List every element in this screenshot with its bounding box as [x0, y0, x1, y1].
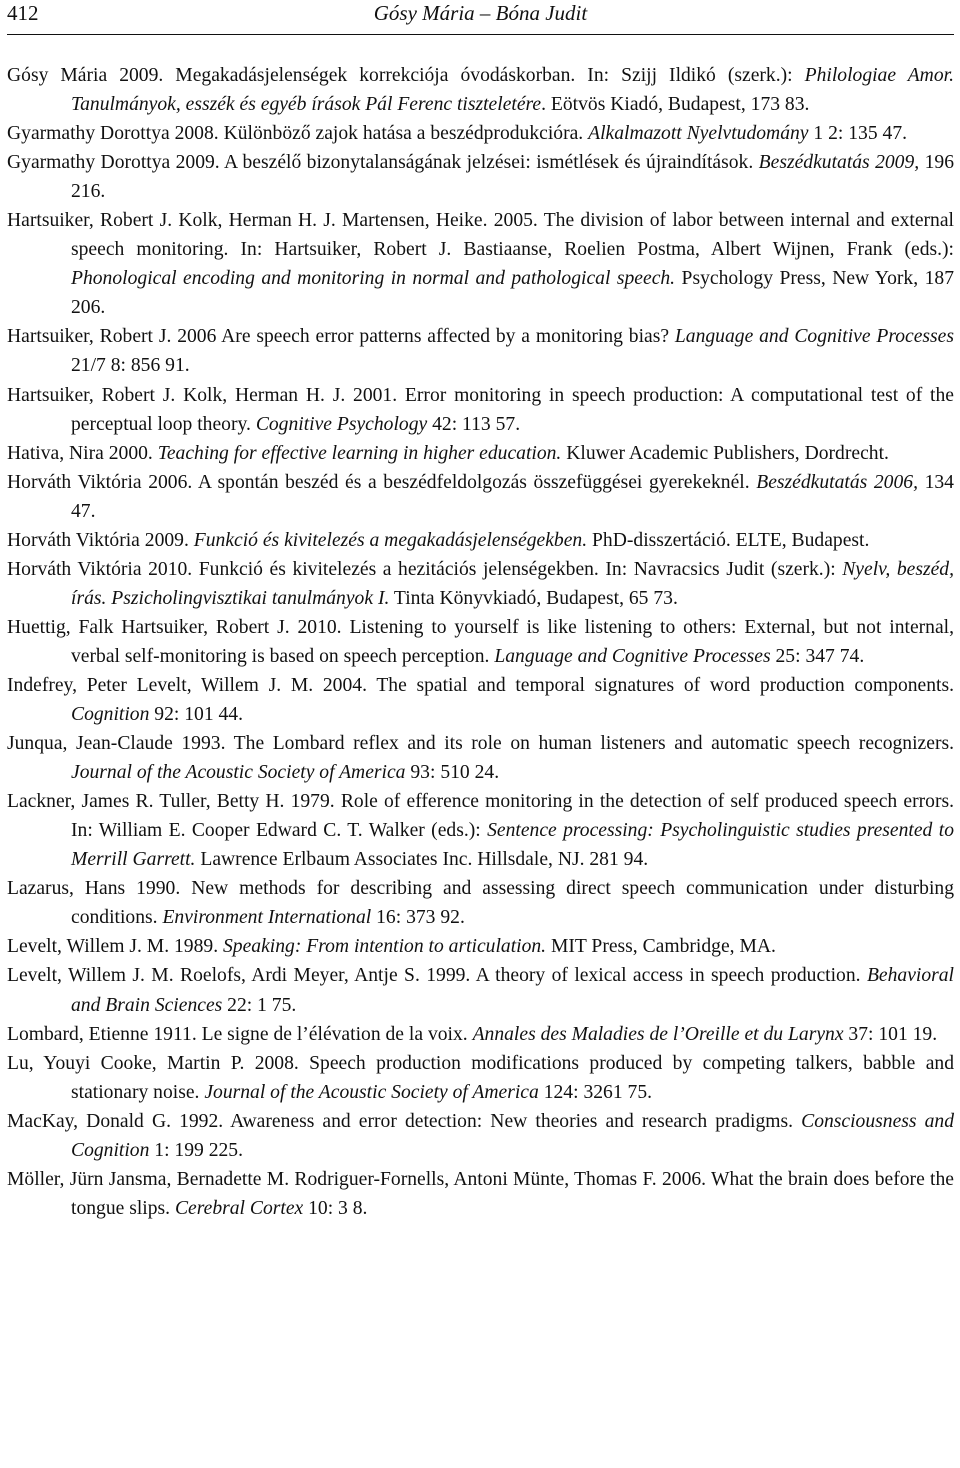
- reference-text-run: 16: 373 92.: [371, 907, 465, 929]
- reference-text-run: Kluwer Academic Publishers, Dordrecht.: [561, 442, 889, 464]
- reference-entry: [7, 526, 954, 555]
- reference-entry: [7, 1165, 954, 1223]
- reference-text-run: 10: 3 8.: [303, 1197, 368, 1219]
- reference-text-run: 196 216.: [71, 152, 954, 203]
- reference-italic-run: Environment International: [162, 907, 372, 929]
- reference-text-run: Horváth Viktória 2009.: [7, 529, 194, 551]
- reference-entry: [7, 787, 954, 874]
- reference-text-run: Huettig, Falk Hartsuiker, Robert J. 2010. Listening to yourself is like listening to others: External, but not internal, verbal self-monitoring is based on speech perception.: [7, 616, 954, 667]
- reference-entry: [7, 1107, 954, 1165]
- reference-italic-run: Annales des Maladies de l’Oreille et du Larynx: [472, 1023, 844, 1045]
- reference-italic-run: Funkció és kivitelezés a megakadásjelenségekben.: [193, 529, 588, 551]
- reference-italic-run: Philologiae Amor.: [804, 65, 954, 86]
- reference-text-run: Hativa, Nira 2000.: [7, 442, 158, 464]
- reference-entry: [7, 468, 954, 526]
- reference-entry: [7, 874, 954, 932]
- reference-italic-run: Journal of the Acoustic Society of America: [204, 1081, 539, 1103]
- reference-text-run: MIT Press, Cambridge, MA.: [546, 936, 776, 958]
- reference-entry: [7, 206, 954, 322]
- reference-text-run: 25: 347 74.: [770, 645, 865, 667]
- reference-text-run: 93: 510 24.: [405, 762, 500, 784]
- reference-entry: [7, 961, 954, 1019]
- reference-text-run: MacKay, Donald G. 1992. Awareness and error detection: New theories and research pradigms.: [7, 1110, 802, 1132]
- reference-text-run: Gyarmathy Dorottya 2008. Különböző zajok hatása a beszédprodukcióra.: [7, 123, 589, 145]
- reference-text-run: Lawrence Erlbaum Associates Inc. Hillsdale, NJ. 281 94.: [195, 849, 649, 871]
- reference-italic-run: Nyelv, beszéd, írás. Pszicholingvisztikai tanulmányok I.: [71, 558, 954, 609]
- reference-entry: [7, 439, 954, 468]
- reference-entry: [7, 671, 954, 729]
- reference-entry: [7, 119, 954, 148]
- reference-text-run: Hartsuiker, Robert J. Kolk, Herman H. J. 2001. Error monitoring in speech production: A computational test of the perceptual loop theory.: [7, 384, 954, 435]
- reference-entry: [7, 613, 954, 671]
- reference-text-run: Tinta Könyvkiadó, Budapest, 65 73.: [389, 587, 678, 609]
- reference-text-run: Levelt, Willem J. M. Roelofs, Ardi Meyer, Antje S. 1999. A theory of lexical access in speech production.: [7, 965, 867, 987]
- reference-italic-run: Cognition: [71, 704, 150, 726]
- reference-list: [7, 61, 954, 1223]
- reference-italic-run: Beszédkutatás 2009,: [758, 152, 920, 174]
- reference-text-run: 92: 101 44.: [149, 704, 244, 726]
- reference-entry: [7, 729, 954, 787]
- reference-italic-run: Cerebral Cortex: [174, 1197, 304, 1219]
- reference-italic-run: Tanulmányok, esszék és egyéb írások Pál Ferenc tiszteletére: [71, 94, 542, 116]
- reference-text-run: Hartsuiker, Robert J. 2006 Are speech error patterns affected by a monitoring bias?: [7, 326, 675, 348]
- reference-text-run: Lombard, Etienne 1911. Le signe de l’élévation de la voix.: [7, 1023, 473, 1045]
- reference-text-run: 37: 101 19.: [843, 1023, 938, 1045]
- page-header: [7, 0, 954, 35]
- reference-text-run: Horváth Viktória 2006. A spontán beszéd és a beszédfeldolgozás összefüggései gyerekeknél.: [7, 471, 757, 493]
- reference-text-run: Horváth Viktória 2010. Funkció és kivitelezés a hezitációs jelenségekben. In: Navracsics Judit (szerk.):: [7, 558, 843, 580]
- reference-entry: [7, 148, 954, 206]
- reference-italic-run: Teaching for effective learning in higher education.: [157, 442, 562, 464]
- reference-text-run: Lu, Youyi Cooke, Martin P. 2008. Speech production modifications produced by competing talkers, babble and stationary noise.: [7, 1052, 954, 1103]
- reference-entry: [7, 322, 954, 380]
- reference-entry: [7, 1049, 954, 1107]
- reference-text-run: 42: 113 57.: [427, 413, 521, 435]
- reference-text-run: 21/7 8: 856 91.: [71, 355, 190, 377]
- reference-text-run: Gósy Mária 2009. Megakadásjelenségek korrekciója óvodáskorban. In: Szijj Ildikó (szerk.):: [7, 65, 805, 86]
- running-title: Gósy Mária – Bóna Judit: [373, 1, 588, 25]
- reference-text-run: Möller, Jürn Jansma, Bernadette M. Rodriguer-Fornells, Antoni Münte, Thomas F. 2006. What the brain does before the tongue slips.: [7, 1168, 954, 1219]
- reference-italic-run: Journal of the Acoustic Society of America: [71, 762, 406, 784]
- reference-italic-run: Beszédkutatás 2006,: [756, 471, 918, 493]
- reference-entry: [7, 555, 954, 613]
- reference-italic-run: Behavioral and Brain Sciences: [71, 965, 954, 1016]
- reference-italic-run: Phonological encoding and monitoring in normal and pathological speech.: [71, 268, 676, 290]
- reference-italic-run: Speaking: From intention to articulation.: [223, 936, 547, 958]
- page-number: 412: [7, 1, 39, 25]
- reference-text-run: Gyarmathy Dorottya 2009. A beszélő bizonytalanságának jelzései: ismétlések és újraindítások.: [7, 152, 759, 174]
- reference-italic-run: Consciousness and Cognition: [71, 1110, 954, 1161]
- reference-text-run: Hartsuiker, Robert J. Kolk, Herman H. J. Martensen, Heike. 2005. The division of labor between internal and external speech monitoring. In: Hartsuiker, Robert J. Bastiaanse, Roelien Postma, Albert Wijnen, Frank (eds.):: [7, 210, 954, 261]
- reference-text-run: 22: 1 75.: [222, 994, 297, 1016]
- reference-text-run: Levelt, Willem J. M. 1989.: [7, 936, 223, 958]
- reference-text-run: Indefrey, Peter Levelt, Willem J. M. 2004. The spatial and temporal signatures of word production components.: [7, 674, 954, 696]
- reference-text-run: PhD-disszertáció. ELTE, Budapest.: [587, 529, 870, 551]
- reference-entry: [7, 381, 954, 439]
- reference-text-run: Junqua, Jean-Claude 1993. The Lombard reflex and its role on human listeners and automatic speech recognizers.: [7, 733, 954, 755]
- reference-italic-run: Alkalmazott Nyelvtudomány: [588, 123, 809, 145]
- reference-text-run: Lackner, James R. Tuller, Betty H. 1979. Role of efference monitoring in the detection of self produced speech errors. In: William E. Cooper Edward C. T. Walker (eds.):: [7, 791, 954, 842]
- reference-text-run: 134 47.: [71, 471, 954, 522]
- reference-entry: [7, 932, 954, 961]
- reference-text-run: Psychology Press, New York, 187 206.: [71, 268, 954, 319]
- reference-entry: [7, 61, 954, 119]
- reference-italic-run: Language and Cognitive Processes: [674, 326, 955, 348]
- reference-text-run: . Eötvös Kiadó, Budapest, 173 83.: [541, 94, 810, 116]
- reference-text-run: Lazarus, Hans 1990. New methods for describing and assessing direct speech communication under disturbing conditions.: [7, 878, 954, 929]
- reference-text-run: 1 2: 135 47.: [808, 123, 908, 145]
- reference-text-run: 124: 3261 75.: [538, 1081, 653, 1103]
- reference-text-run: 1: 199 225.: [149, 1139, 244, 1161]
- reference-italic-run: Cognitive Psychology: [255, 413, 428, 435]
- reference-italic-run: Language and Cognitive Processes: [494, 645, 771, 667]
- reference-entry: [7, 1020, 954, 1049]
- reference-italic-run: Sentence processing: Psycholinguistic studies presented to Merrill Garrett.: [71, 820, 954, 871]
